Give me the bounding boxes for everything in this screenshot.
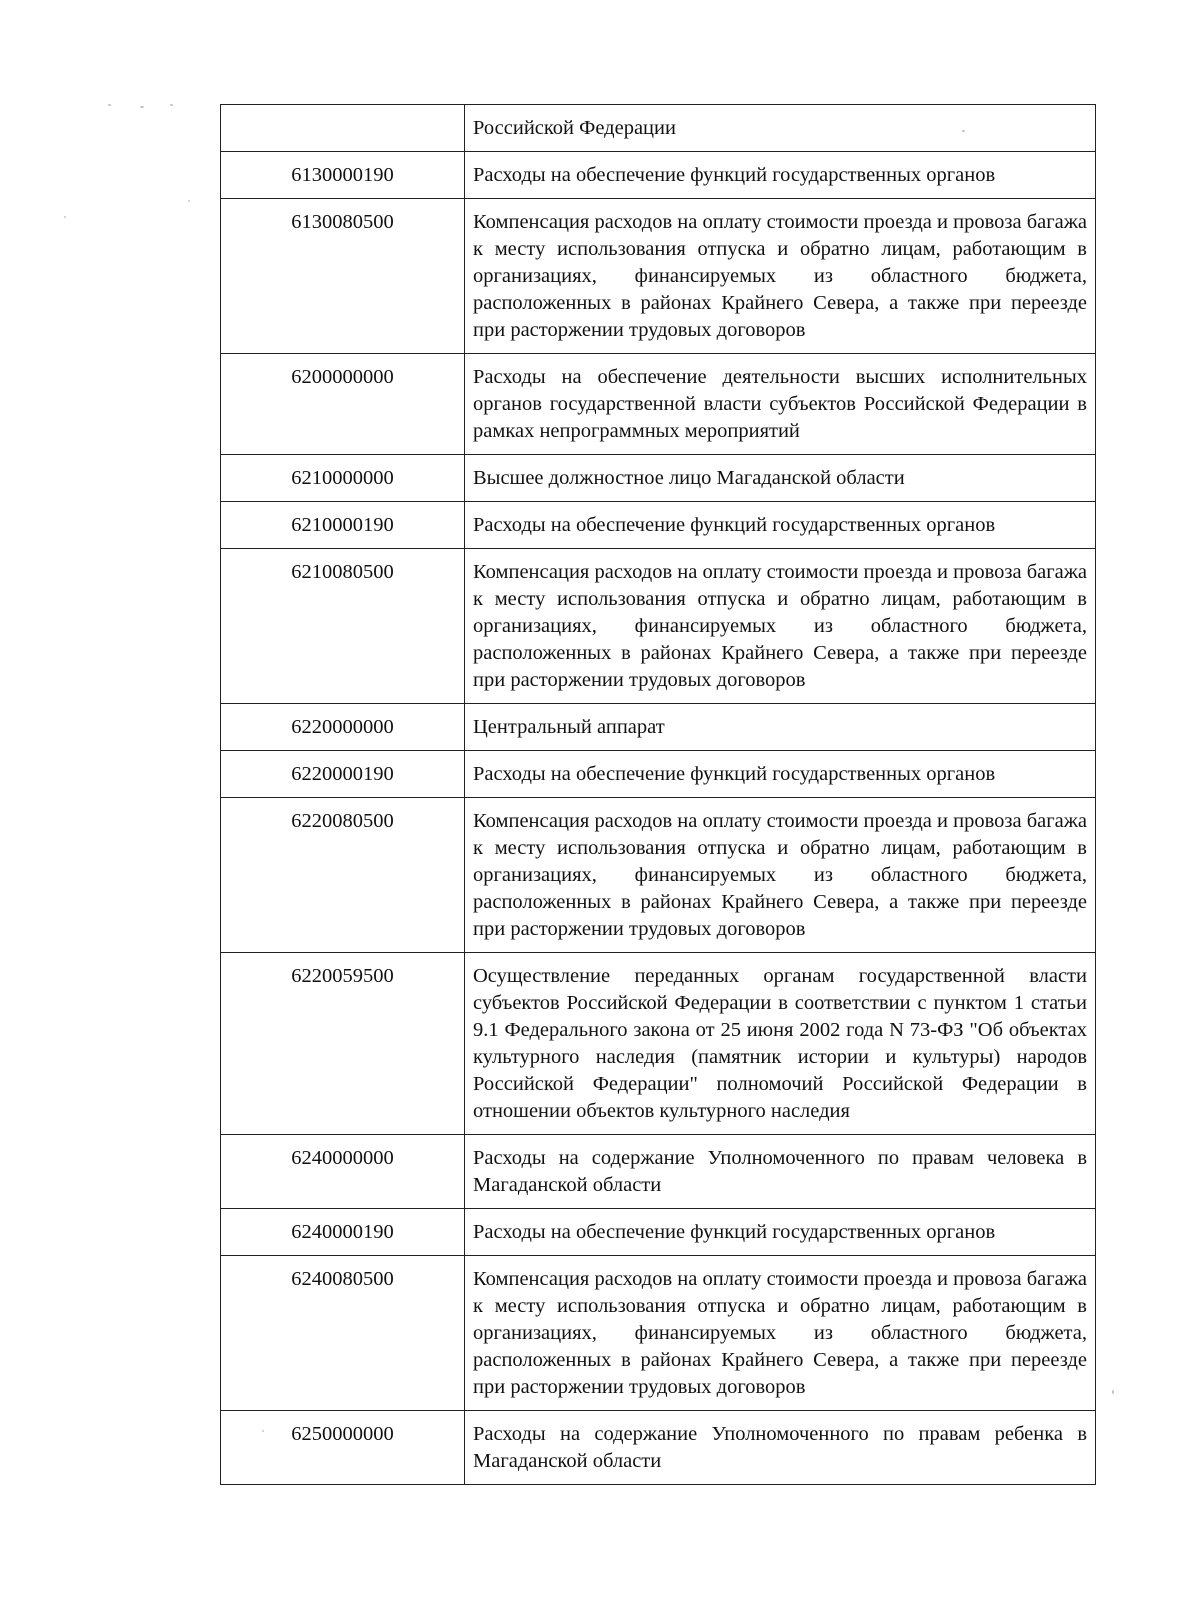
code-cell: 6220080500 — [221, 798, 465, 953]
description-cell: Осуществление переданных органам государственной власти субъектов Российской Федерации в соответствии с пунктом 1 статьи 9.1 Федерального закона от 25 июня 2002 года N 73-ФЗ "Об объектах культурного наследия (памятник истории и культуры) народов Российской Федерации" полномочий Российской Федерации в отношении объектов культурного наследия — [465, 953, 1096, 1135]
description-cell: Расходы на содержание Уполномоченного по правам человека в Магаданской области — [465, 1135, 1096, 1209]
code-cell: 6220059500 — [221, 953, 465, 1135]
table-row — [221, 704, 1096, 751]
code-cell — [221, 105, 465, 152]
code-cell: 6130080500 — [221, 199, 465, 354]
description-cell: Расходы на содержание Уполномоченного по правам ребенка в Магаданской области — [465, 1411, 1096, 1485]
table-row — [221, 1135, 1096, 1209]
code-cell: 6210000000 — [221, 455, 465, 502]
description-cell: Расходы на обеспечение функций государственных органов — [465, 152, 1096, 199]
code-cell: 6240080500 — [221, 1256, 465, 1411]
table-row — [221, 1256, 1096, 1411]
description-cell: Компенсация расходов на оплату стоимости проезда и провоза багажа к месту использования отпуска и обратно лицам, работающим в организациях, финансируемых из областного бюджета, расположенных в районах Крайнего Севера, а также при переезде при расторжении трудовых договоров — [465, 199, 1096, 354]
code-cell: 6200000000 — [221, 354, 465, 455]
code-cell: 6220000190 — [221, 751, 465, 798]
table-row — [221, 502, 1096, 549]
description-cell: Расходы на обеспечение функций государственных органов — [465, 751, 1096, 798]
scan-speck — [188, 200, 190, 202]
description-cell: Компенсация расходов на оплату стоимости проезда и провоза багажа к месту использования отпуска и обратно лицам, работающим в организациях, финансируемых из областного бюджета, расположенных в районах Крайнего Севера, а также при переезде при расторжении трудовых договоров — [465, 798, 1096, 953]
budget-classification-table — [220, 104, 1096, 1485]
description-cell: Компенсация расходов на оплату стоимости проезда и провоза багажа к месту использования отпуска и обратно лицам, работающим в организациях, финансируемых из областного бюджета, расположенных в районах Крайнего Севера, а также при переезде при расторжении трудовых договоров — [465, 1256, 1096, 1411]
table-row — [221, 152, 1096, 199]
table-row — [221, 354, 1096, 455]
code-cell: 6240000190 — [221, 1209, 465, 1256]
description-cell: Центральный аппарат — [465, 704, 1096, 751]
code-cell: 6240000000 — [221, 1135, 465, 1209]
table-row — [221, 455, 1096, 502]
code-cell: 6220000000 — [221, 704, 465, 751]
table-row — [221, 798, 1096, 953]
description-cell: Расходы на обеспечение функций государственных органов — [465, 1209, 1096, 1256]
table-row — [221, 953, 1096, 1135]
table-row — [221, 199, 1096, 354]
code-cell: 6210080500 — [221, 549, 465, 704]
scan-speck — [140, 106, 144, 108]
description-cell: Российской Федерации — [465, 105, 1096, 152]
description-cell: Расходы на обеспечение функций государственных органов — [465, 502, 1096, 549]
code-cell: 6130000190 — [221, 152, 465, 199]
code-cell: 6250000000 — [221, 1411, 465, 1485]
scan-speck — [1112, 1390, 1114, 1394]
scan-speck — [64, 216, 66, 218]
description-cell: Высшее должностное лицо Магаданской области — [465, 455, 1096, 502]
table-row — [221, 751, 1096, 798]
table-row — [221, 105, 1096, 152]
table-row — [221, 1411, 1096, 1485]
description-cell: Расходы на обеспечение деятельности высших исполнительных органов государственной власти субъектов Российской Федерации в рамках непрограммных мероприятий — [465, 354, 1096, 455]
budget-classification-table-wrap — [220, 104, 1096, 1485]
description-cell: Компенсация расходов на оплату стоимости проезда и провоза багажа к месту использования отпуска и обратно лицам, работающим в организациях, финансируемых из областного бюджета, расположенных в районах Крайнего Севера, а также при переезде при расторжении трудовых договоров — [465, 549, 1096, 704]
table-row — [221, 1209, 1096, 1256]
table-row — [221, 549, 1096, 704]
scan-speck — [170, 104, 173, 106]
code-cell: 6210000190 — [221, 502, 465, 549]
scan-speck — [108, 104, 111, 106]
